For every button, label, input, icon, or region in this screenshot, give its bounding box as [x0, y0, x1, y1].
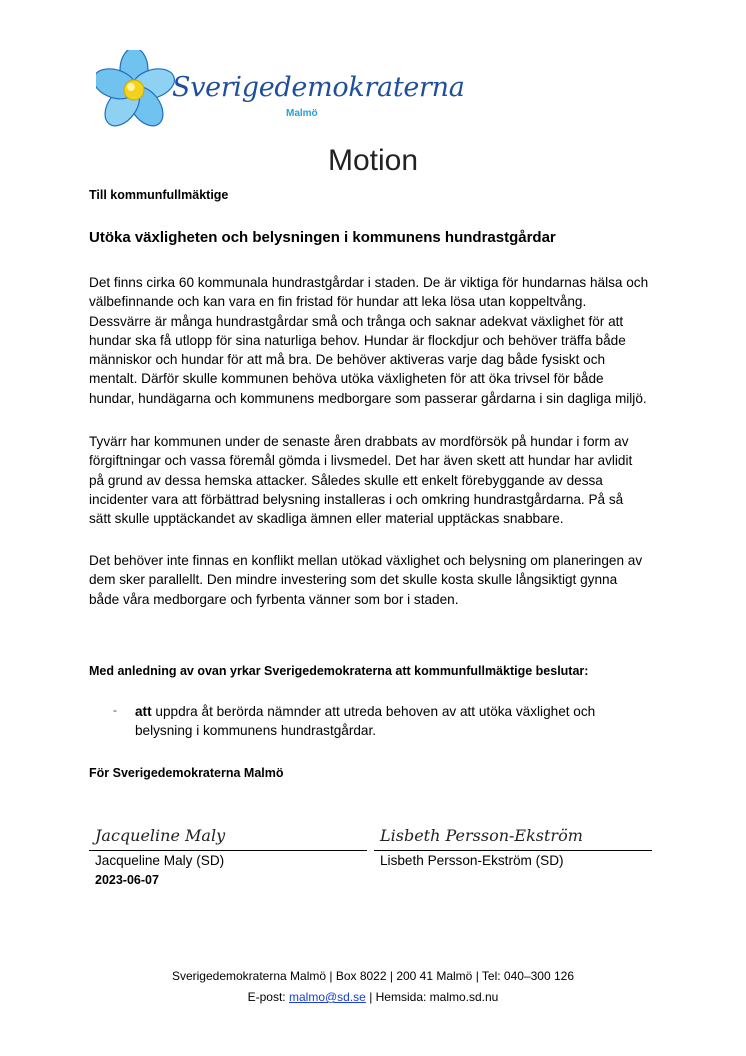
website-text: | Hemsida: malmo.sd.nu: [365, 990, 499, 1004]
email-label: E-post:: [247, 990, 289, 1004]
paragraph-line: dem sker parallellt. Den mindre investering som det skulle kosta skulle långsiktigt gynna: [89, 572, 618, 588]
recipient-line: Till kommunfullmäktige: [89, 188, 229, 202]
signature-line-1: [89, 850, 367, 851]
signature-line-2: [374, 850, 652, 851]
paragraph-line: sätt skulle upptäckandet av skadliga ämnen eller material upptäckas snabbare.: [89, 511, 564, 527]
motion-subject: Utöka växligheten och belysningen i kommunens hundrastgårdar: [89, 229, 556, 246]
document-date: 2023-06-07: [95, 873, 159, 887]
bullet-dash: -: [113, 703, 117, 717]
paragraph-line: hundar ska få utlopp för sina naturliga behov. Hundar är flockdjur och behöver träffa både: [89, 332, 626, 348]
footer-contact: [0, 990, 746, 1004]
logo-wordmark: Sverigedemokraterna: [172, 72, 465, 103]
paragraph-line: incidenter vara att förbättrad belysning installeras i och omkring hundrastgårdarna. På så: [89, 491, 624, 507]
paragraph-2: [89, 432, 669, 528]
signatory-name-1: Jacqueline Maly (SD): [95, 853, 225, 868]
paragraph-line: Dessvärre är många hundrastgårdar små och trånga och saknar adekvat växlighet för att: [89, 313, 624, 329]
paragraph-line: välbefinnande och kan vara en fin fristad för hundar att leka lösa utan koppeltvång.: [89, 294, 587, 310]
paragraph-1: [89, 273, 669, 408]
proposal-text: uppdra åt berörda nämnder att utreda behoven av att utöka växlighet och: [151, 704, 596, 719]
logo-city: Malmö: [286, 108, 318, 119]
paragraph-3: [89, 551, 669, 609]
proposal-keyword: att: [135, 704, 152, 719]
paragraph-line: människor och hundar för att må bra. De behöver aktiveras varje dag både fysiskt och: [89, 352, 606, 368]
flower-icon: [96, 50, 176, 130]
paragraph-line: på grund av dessa hemska attacker. Således skulle ett enkelt förebyggande av dessa: [89, 472, 603, 488]
email-link[interactable]: malmo@sd.se: [288, 990, 366, 1004]
signature-1: Jacqueline Maly: [95, 826, 226, 845]
paragraph-line: Det finns cirka 60 kommunala hundrastgårdar i staden. De är viktiga för hundarnas hälsa och: [89, 275, 649, 290]
signature-2: Lisbeth Persson-Ekström: [380, 826, 583, 845]
signatory-name-2: Lisbeth Persson-Ekström (SD): [380, 853, 564, 868]
paragraph-line: hundar, hundägarna och kommunens medborgare som passerar gårdarna i sin dagliga miljö.: [89, 390, 647, 406]
signatory-party: För Sverigedemokraterna Malmö: [89, 766, 284, 780]
demand-statement: Med anledning av ovan yrkar Sverigedemokraterna att kommunfullmäktige beslutar:: [89, 664, 589, 678]
paragraph-line: förgiftningar och vassa föremål gömda i livsmedel. Det har även skett att hundar har avlidit: [89, 453, 633, 469]
proposal-text-cont: belysning i kommunens hundrastgårdar.: [135, 723, 377, 739]
footer-address: Sverigedemokraterna Malmö | Box 8022 | 200 41 Malmö | Tel: 040–300 126: [171, 969, 575, 983]
paragraph-line: Det behöver inte finnas en konflikt mellan utökad växlighet och belysning om planeringen av: [89, 553, 643, 568]
paragraph-line: Tyvärr har kommunen under de senaste åren drabbats av mordförsök på hundar i form av: [89, 434, 629, 449]
document-title: Motion: [327, 144, 419, 177]
paragraph-line: både våra medborgare och fyrbenta vänner som bor i staden.: [89, 591, 459, 607]
proposal-item: [135, 702, 655, 741]
paragraph-line: mentalt. Därför skulle kommunen behöva utöka växligheten för att öka trivsel för både: [89, 371, 604, 387]
party-logo: [96, 50, 465, 130]
